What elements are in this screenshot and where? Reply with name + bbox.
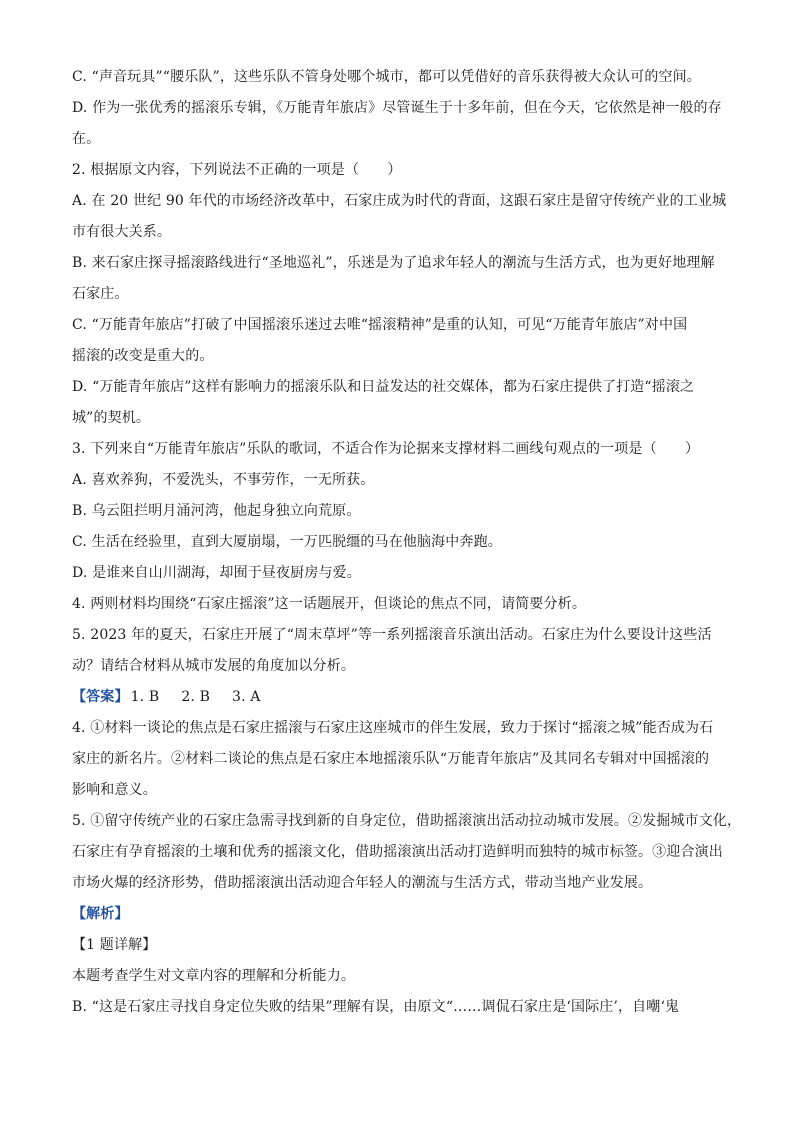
option-d-continuation: 在。 [72, 131, 101, 147]
q1-detail-heading: 【1 题详解】 [72, 937, 157, 953]
q3-option-b: B. 乌云阻拦明月涌河湾，他起身独立向荒原。 [72, 503, 361, 519]
answer-line [72, 682, 732, 713]
answer-q3: 3. A [232, 689, 261, 705]
q2-option-a-line: A. 在 20 世纪 90 年代的市场经济改革中，石家庄成为时代的背面，这跟石家庄是留守传统产业的工业城 [72, 193, 727, 209]
q2-option-d-line: D. “万能青年旅店”这样有影响力的摇滚乐队和日益发达的社交媒体，都为石家庄提供了打造“摇滚之 [72, 379, 695, 395]
answer-4-end: 影响和意义。 [72, 782, 157, 798]
q2-option-d-continuation: 城”的契机。 [72, 410, 151, 426]
answer-5-end: 市场火爆的经济形势，借助摇滚演出活动迎合年轻人的潮流与生活方式，带动当地产业发展。 [72, 875, 653, 891]
q1-detail-option-b: B. “这是石家庄寻找自身定位失败的结果”理解有误，由原文“……调侃石家庄是‘国际庄’，自嘲‘鬼 [72, 999, 680, 1015]
q3-option-c: C. 生活在经验里，直到大厦崩塌，一万匹脱缰的马在他脑海中奔跑。 [72, 534, 502, 550]
question-3: 3. 下列来自“万能青年旅店”乐队的歌词，不适合作为论据来支撑材料二画线句观点的一项是（ ） [72, 441, 700, 457]
q3-option-a: A. 喜欢养狗，不爱洗头，不事劳作，一无所获。 [72, 472, 375, 488]
answer-5-line: 5. ①留守传统产业的石家庄急需寻找到新的自身定位，借助摇滚演出活动拉动城市发展。②发掘城市文化， [72, 813, 742, 829]
analysis-heading [72, 899, 732, 930]
question-5-line: 5. 2023 年的夏天，石家庄开展了“周末草坪”等一系列摇滚音乐演出活动。石家庄为什么要设计这些活 [72, 627, 712, 643]
q2-option-b-line: B. 来石家庄探寻摇滚路线进行“圣地巡礼”，乐迷是为了追求年轻人的潮流与生活方式，也为更好地理解 [72, 255, 715, 271]
q1-detail-intro: 本题考查学生对文章内容的理解和分析能力。 [72, 968, 355, 984]
option-c-line: C. “声音玩具”“腰乐队”，这些乐队不管身处哪个城市，都可以凭借好的音乐获得被大众认可的空间。 [72, 69, 701, 85]
q2-option-a-continuation: 市有很大关系。 [72, 224, 172, 240]
answer-5-continuation: 石家庄有孕育摇滚的土壤和优秀的摇滚文化，借助摇滚演出活动打造鲜明而独特的城市标签。③迎合演出 [72, 844, 723, 860]
question-4: 4. 两则材料均围绕“石家庄摇滚”这一话题展开，但谈论的焦点不同，请简要分析。 [72, 596, 586, 612]
q2-option-c-line: C. “万能青年旅店”打破了中国摇滚乐迷过去唯“摇滚精神”是重的认知，可见“万能青年旅店”对中国 [72, 317, 688, 333]
q2-option-c-continuation: 摇滚的改变是重大的。 [72, 348, 214, 364]
question-5-continuation: 动？请结合材料从城市发展的角度加以分析。 [72, 658, 355, 674]
answer-tag: 【答案】 [72, 689, 129, 705]
answer-q2: 2. B [181, 689, 211, 705]
question-2: 2. 根据原文内容，下列说法不正确的一项是（ ） [72, 162, 402, 178]
answer-4-line: 4. ①材料一谈论的焦点是石家庄摇滚与石家庄这座城市的伴生发展，致力于探讨“摇滚之城”能否成为石 [72, 720, 714, 736]
answer-q1: 1. B [130, 689, 160, 705]
analysis-tag: 【解析】 [72, 906, 129, 922]
q2-option-b-continuation: 石家庄。 [72, 286, 129, 302]
answer-4-continuation: 家庄的新名片。②材料二谈论的焦点是石家庄本地摇滚乐队“万能青年旅店”及其同名专辑对中国摇滚的 [72, 751, 710, 767]
option-d-line: D. 作为一张优秀的摇滚乐专辑，《万能青年旅店》尽管诞生于十多年前，但在今天，它依然是神一般的存 [72, 100, 722, 116]
q3-option-d: D. 是谁来自山川湖海，却囿于昼夜厨房与爱。 [72, 565, 361, 581]
document-page [72, 62, 742, 1023]
